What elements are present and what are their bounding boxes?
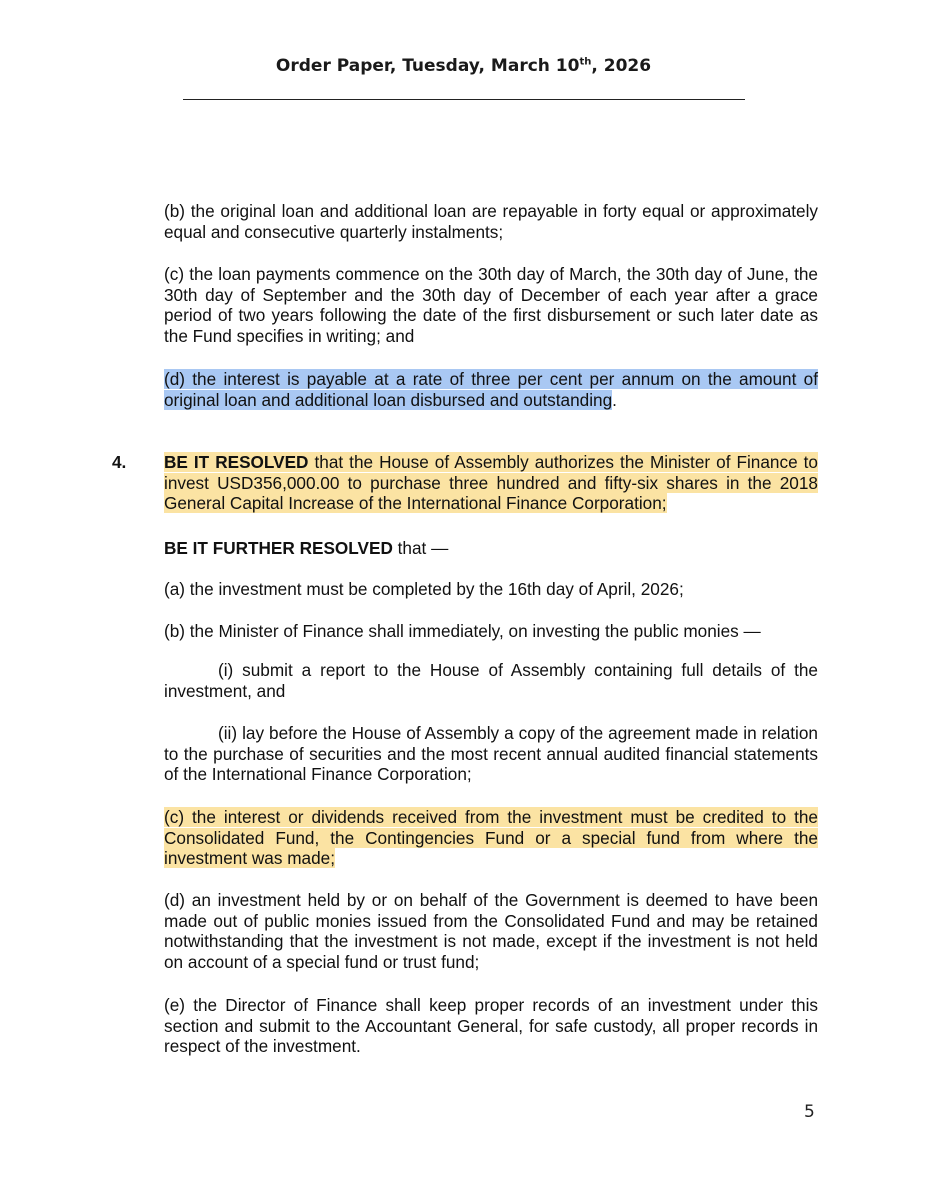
resolution-clause-b-ii-text: (ii) lay before the House of Assembly a copy of the agreement made in relation to the purchase of securities and the most recent annual audited financial statements of the International Finance Corporation; [164, 723, 818, 785]
resolution-clause-b-ii [164, 723, 818, 785]
resolution-clause-c [164, 807, 818, 869]
resolution-lead: BE IT RESOLVED [164, 452, 309, 472]
resolution-4 [164, 452, 818, 514]
item-number: 4. [112, 452, 127, 472]
resolution-clause-b: (b) the Minister of Finance shall immediately, on investing the public monies — [164, 621, 761, 641]
page-header [0, 56, 927, 76]
loan-clause-d [164, 369, 818, 410]
further-resolved-lead: BE IT FURTHER RESOLVED [164, 538, 393, 558]
resolution-clause-d: (d) an investment held by or on behalf of the Government is deemed to have been made out of public monies issued from the Consolidated Fund and may be retained notwithstanding that the investment is not made, except if the investment is not held on account of a special fund or trust fund; [164, 890, 818, 972]
resolution-clause-c-highlight: (c) the interest or dividends received from the investment must be credited to the Consolidated Fund, the Contingencies Fund or a special fund from where the investment was made; [164, 807, 818, 869]
resolution-text: that the House of Assembly authorizes the Minister of Finance to invest USD356,000.00 to purchase three hundred and fifty-six shares in the 2018 General Capital Increase of the International Finance Corporation; [164, 452, 818, 514]
loan-clause-d-highlight: (d) the interest is payable at a rate of three per cent per annum on the amount of original loan and additional loan disbursed and outstanding [164, 369, 818, 410]
loan-clause-b: (b) the original loan and additional loan are repayable in forty equal or approximately equal and consecutive quarterly instalments; [164, 201, 818, 242]
resolution-clause-b-i [164, 660, 818, 701]
header-rule [183, 99, 745, 100]
resolution-clause-b-i-text: (i) submit a report to the House of Assembly containing full details of the investment, and [164, 660, 818, 701]
resolution-clause-a: (a) the investment must be completed by the 16th day of April, 2026; [164, 579, 684, 599]
resolution-clause-e: (e) the Director of Finance shall keep proper records of an investment under this section and submit to the Accountant General, for safe custody, all proper records in respect of the investment. [164, 995, 818, 1057]
loan-clause-c: (c) the loan payments commence on the 30th day of March, the 30th day of June, the 30th day of September and the 30th day of December of each year after a grace period of two years following the date of the first disbursement or such later date as the Fund specifies in writing; and [164, 264, 818, 346]
loan-clause-d-tail: . [612, 389, 617, 410]
header-title-suffix: , 2026 [591, 56, 652, 76]
page-number: 5 [804, 1102, 815, 1122]
further-resolved-text: that — [392, 538, 449, 558]
header-title-prefix: Order Paper, Tuesday, March 10 [275, 56, 580, 76]
header-title-sup: th [579, 56, 592, 68]
further-resolved [164, 538, 818, 559]
